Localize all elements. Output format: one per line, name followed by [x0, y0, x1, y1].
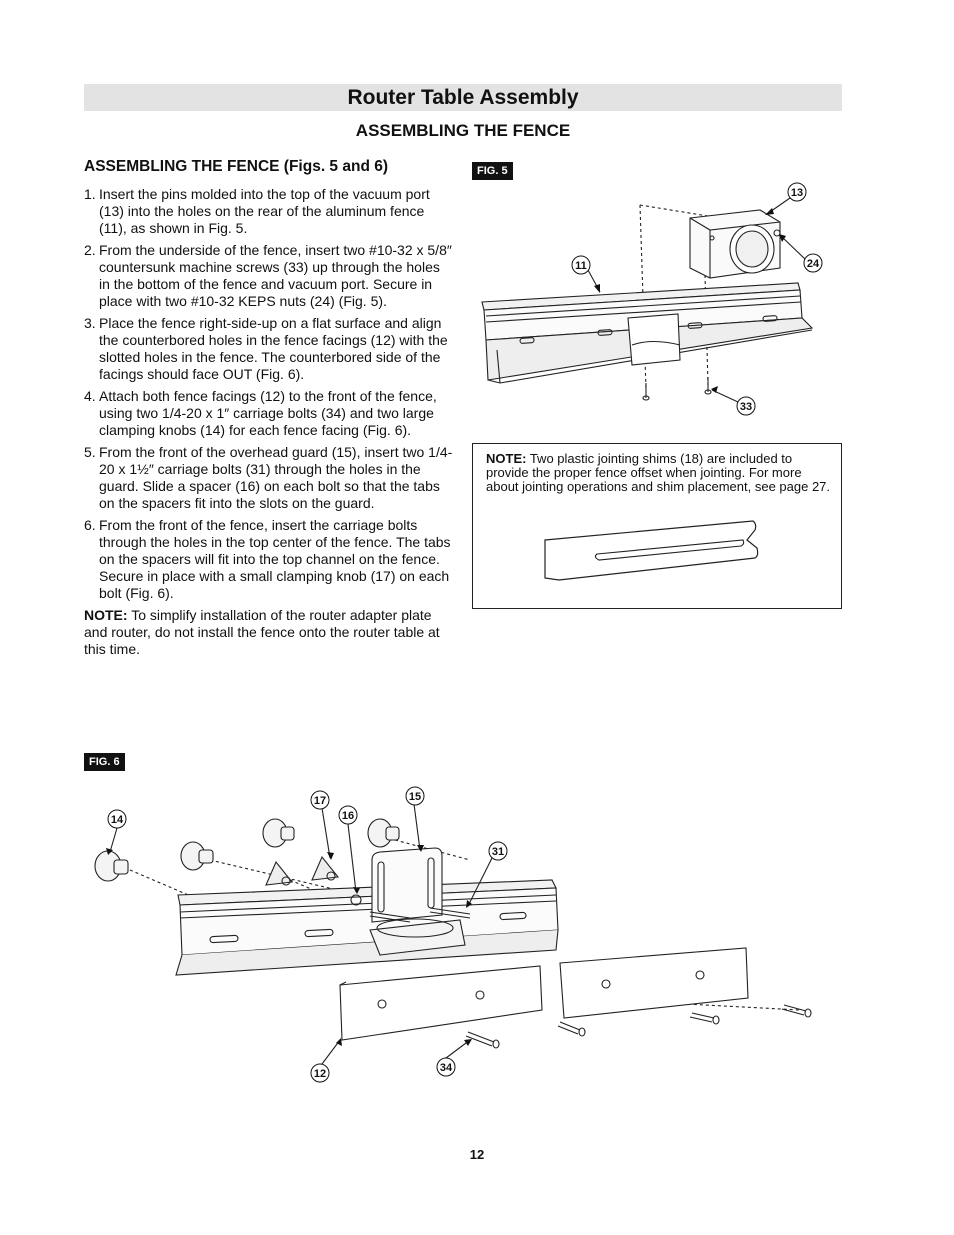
fig5-callout-13: 13 — [790, 187, 804, 199]
fig6-callout-14: 14 — [110, 814, 124, 826]
step-number: 2. — [84, 242, 96, 258]
section-subtitle: ASSEMBLING THE FENCE — [355, 121, 571, 140]
shim-note-label: NOTE: — [486, 451, 527, 466]
step-number: 1. — [84, 186, 96, 202]
section-heading: ASSEMBLING THE FENCE (Figs. 5 and 6) — [84, 158, 388, 175]
page-title: Router Table Assembly — [347, 86, 579, 109]
fig5-callout-11: 11 — [575, 260, 587, 272]
fig6-callout-34: 34 — [439, 1062, 453, 1074]
step-number: 6. — [84, 517, 96, 533]
shim-note-body: Two plastic jointing shims (18) are included to provide the proper fence offset when jointing. For more about jointing operations and shim placement, see page 27. — [486, 451, 831, 494]
fig5-callout-24: 24 — [806, 258, 820, 270]
step-number: 4. — [84, 388, 96, 404]
fig6-label: FIG. 6 — [84, 753, 125, 771]
step-text: Insert the pins molded into the top of the vacuum port (13) into the holes on the rear of the aluminum fence (11), as shown in Fig. 5. — [99, 186, 430, 236]
step-number: 3. — [84, 315, 96, 331]
fig6-callout-15: 15 — [408, 791, 422, 803]
fig5-label: FIG. 5 — [472, 162, 513, 180]
fig5-callout-33: 33 — [739, 401, 753, 413]
step-text: From the front of the fence, insert the carriage bolts through the holes in the top center of the fence. The tabs on the spacers will fit into the top channel on the fence. Secure in place with a small clamping knob (17) on each bolt (Fig. 6). — [99, 517, 451, 601]
page-number: 12 — [469, 1147, 485, 1162]
step-number: 5. — [84, 444, 96, 460]
step-text: From the underside of the fence, insert two #10-32 x 5/8″ countersunk machine screws (33) up through the holes in the bottom of the fence and vacuum port. Secure in place with two #10-32 KEPS nuts (24) (Fig. 5). — [99, 242, 452, 309]
fig6-callout-16: 16 — [341, 810, 355, 822]
step-text: Place the fence right-side-up on a flat surface and align the counterbored holes in the fence facings (12) with the slotted holes in the fence. The counterbored side of the facings should face OUT (Fig. 6). — [99, 315, 448, 382]
note-text: To simplify installation of the router adapter plate and router, do not install the fence onto the router table at this time. — [84, 607, 440, 657]
step-text: Attach both fence facings (12) to the front of the fence, using two 1/4-20 x 1″ carriage bolts (34) and two large clamping knobs (14) for each fence facing (Fig. 6). — [99, 388, 437, 438]
note-label: NOTE: — [84, 607, 128, 623]
fig6-callout-31: 31 — [491, 846, 505, 858]
fig6-callout-17: 17 — [313, 795, 327, 807]
fig6-callout-12: 12 — [313, 1068, 327, 1080]
step-text: From the front of the overhead guard (15), insert two 1/4-20 x 1½″ carriage bolts (31) through the holes in the guard. Slide a spacer (16) on each bolt so that the tabs on the spacers fit into the slots on the guard. — [99, 444, 453, 511]
